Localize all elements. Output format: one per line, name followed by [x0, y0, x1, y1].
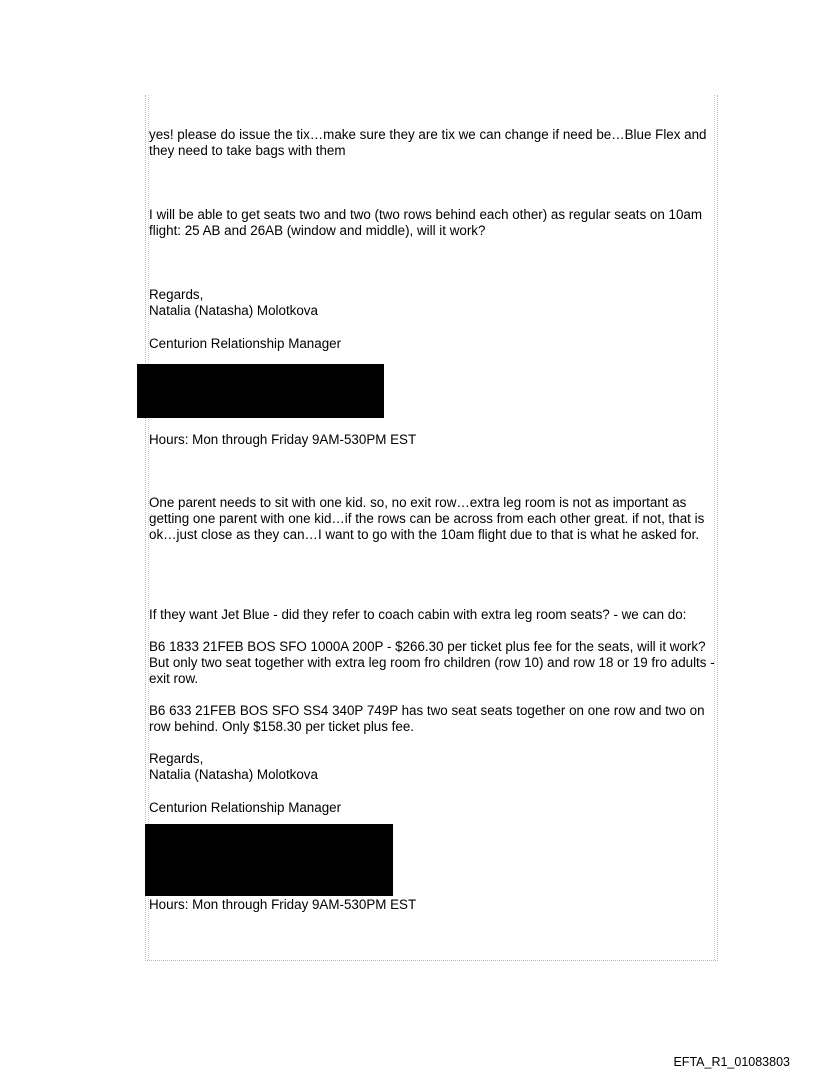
signature-2-title: Centurion Relationship Manager [149, 800, 342, 815]
signature-1-hours: Hours: Mon through Friday 9AM-530PM EST [149, 432, 417, 447]
email-paragraph-seat-options: I will be able to get seats two and two (two rows behind each other) as regular seats on 10am flight: 25 AB and 26AB (window and middle), will it work? [149, 207, 703, 239]
email-paragraph-issue-tickets: yes! please do issue the tix…make sure they are tix we can change if need be…Blue Flex and they need to take bags with them [149, 127, 707, 159]
signature-1-name: Natalia (Natasha) Molotkova [149, 303, 318, 318]
email-paragraph-flight-b6-1833: B6 1833 21FEB BOS SFO 1000A 200P - $266.30 per ticket plus fee for the seats, will it work? But only two seat together with extra leg room fro children (row 10) and row 18 or 19 fro adults - exit row. [149, 639, 715, 687]
redaction-box-2 [145, 824, 393, 896]
signature-1-title: Centurion Relationship Manager [149, 336, 342, 351]
signature-2-hours: Hours: Mon through Friday 9AM-530PM EST [149, 897, 417, 912]
signature-2-regards: Regards, [149, 751, 204, 766]
email-paragraph-flight-b6-633: B6 633 21FEB BOS SFO SS4 340P 749P has two seat seats together on one row and two on row behind. Only $158.30 per ticket plus fee. [149, 703, 705, 735]
email-paragraph-jetblue-question: If they want Jet Blue - did they refer to coach cabin with extra leg room seats? - we can do: [149, 607, 687, 622]
signature-2-name: Natalia (Natasha) Molotkova [149, 767, 318, 782]
document-id: EFTA_R1_01083803 [673, 1055, 790, 1069]
email-paragraph-parent-with-kid: One parent needs to sit with one kid. so, no exit row…extra leg room is not as important as getting one parent with one kid…if the rows can be across from each other great. if not, that is ok…just close as they can…I want to go with the 10am flight due to that is what he asked for. [149, 495, 705, 543]
redaction-box-1 [137, 364, 384, 418]
signature-1-regards: Regards, [149, 287, 204, 302]
